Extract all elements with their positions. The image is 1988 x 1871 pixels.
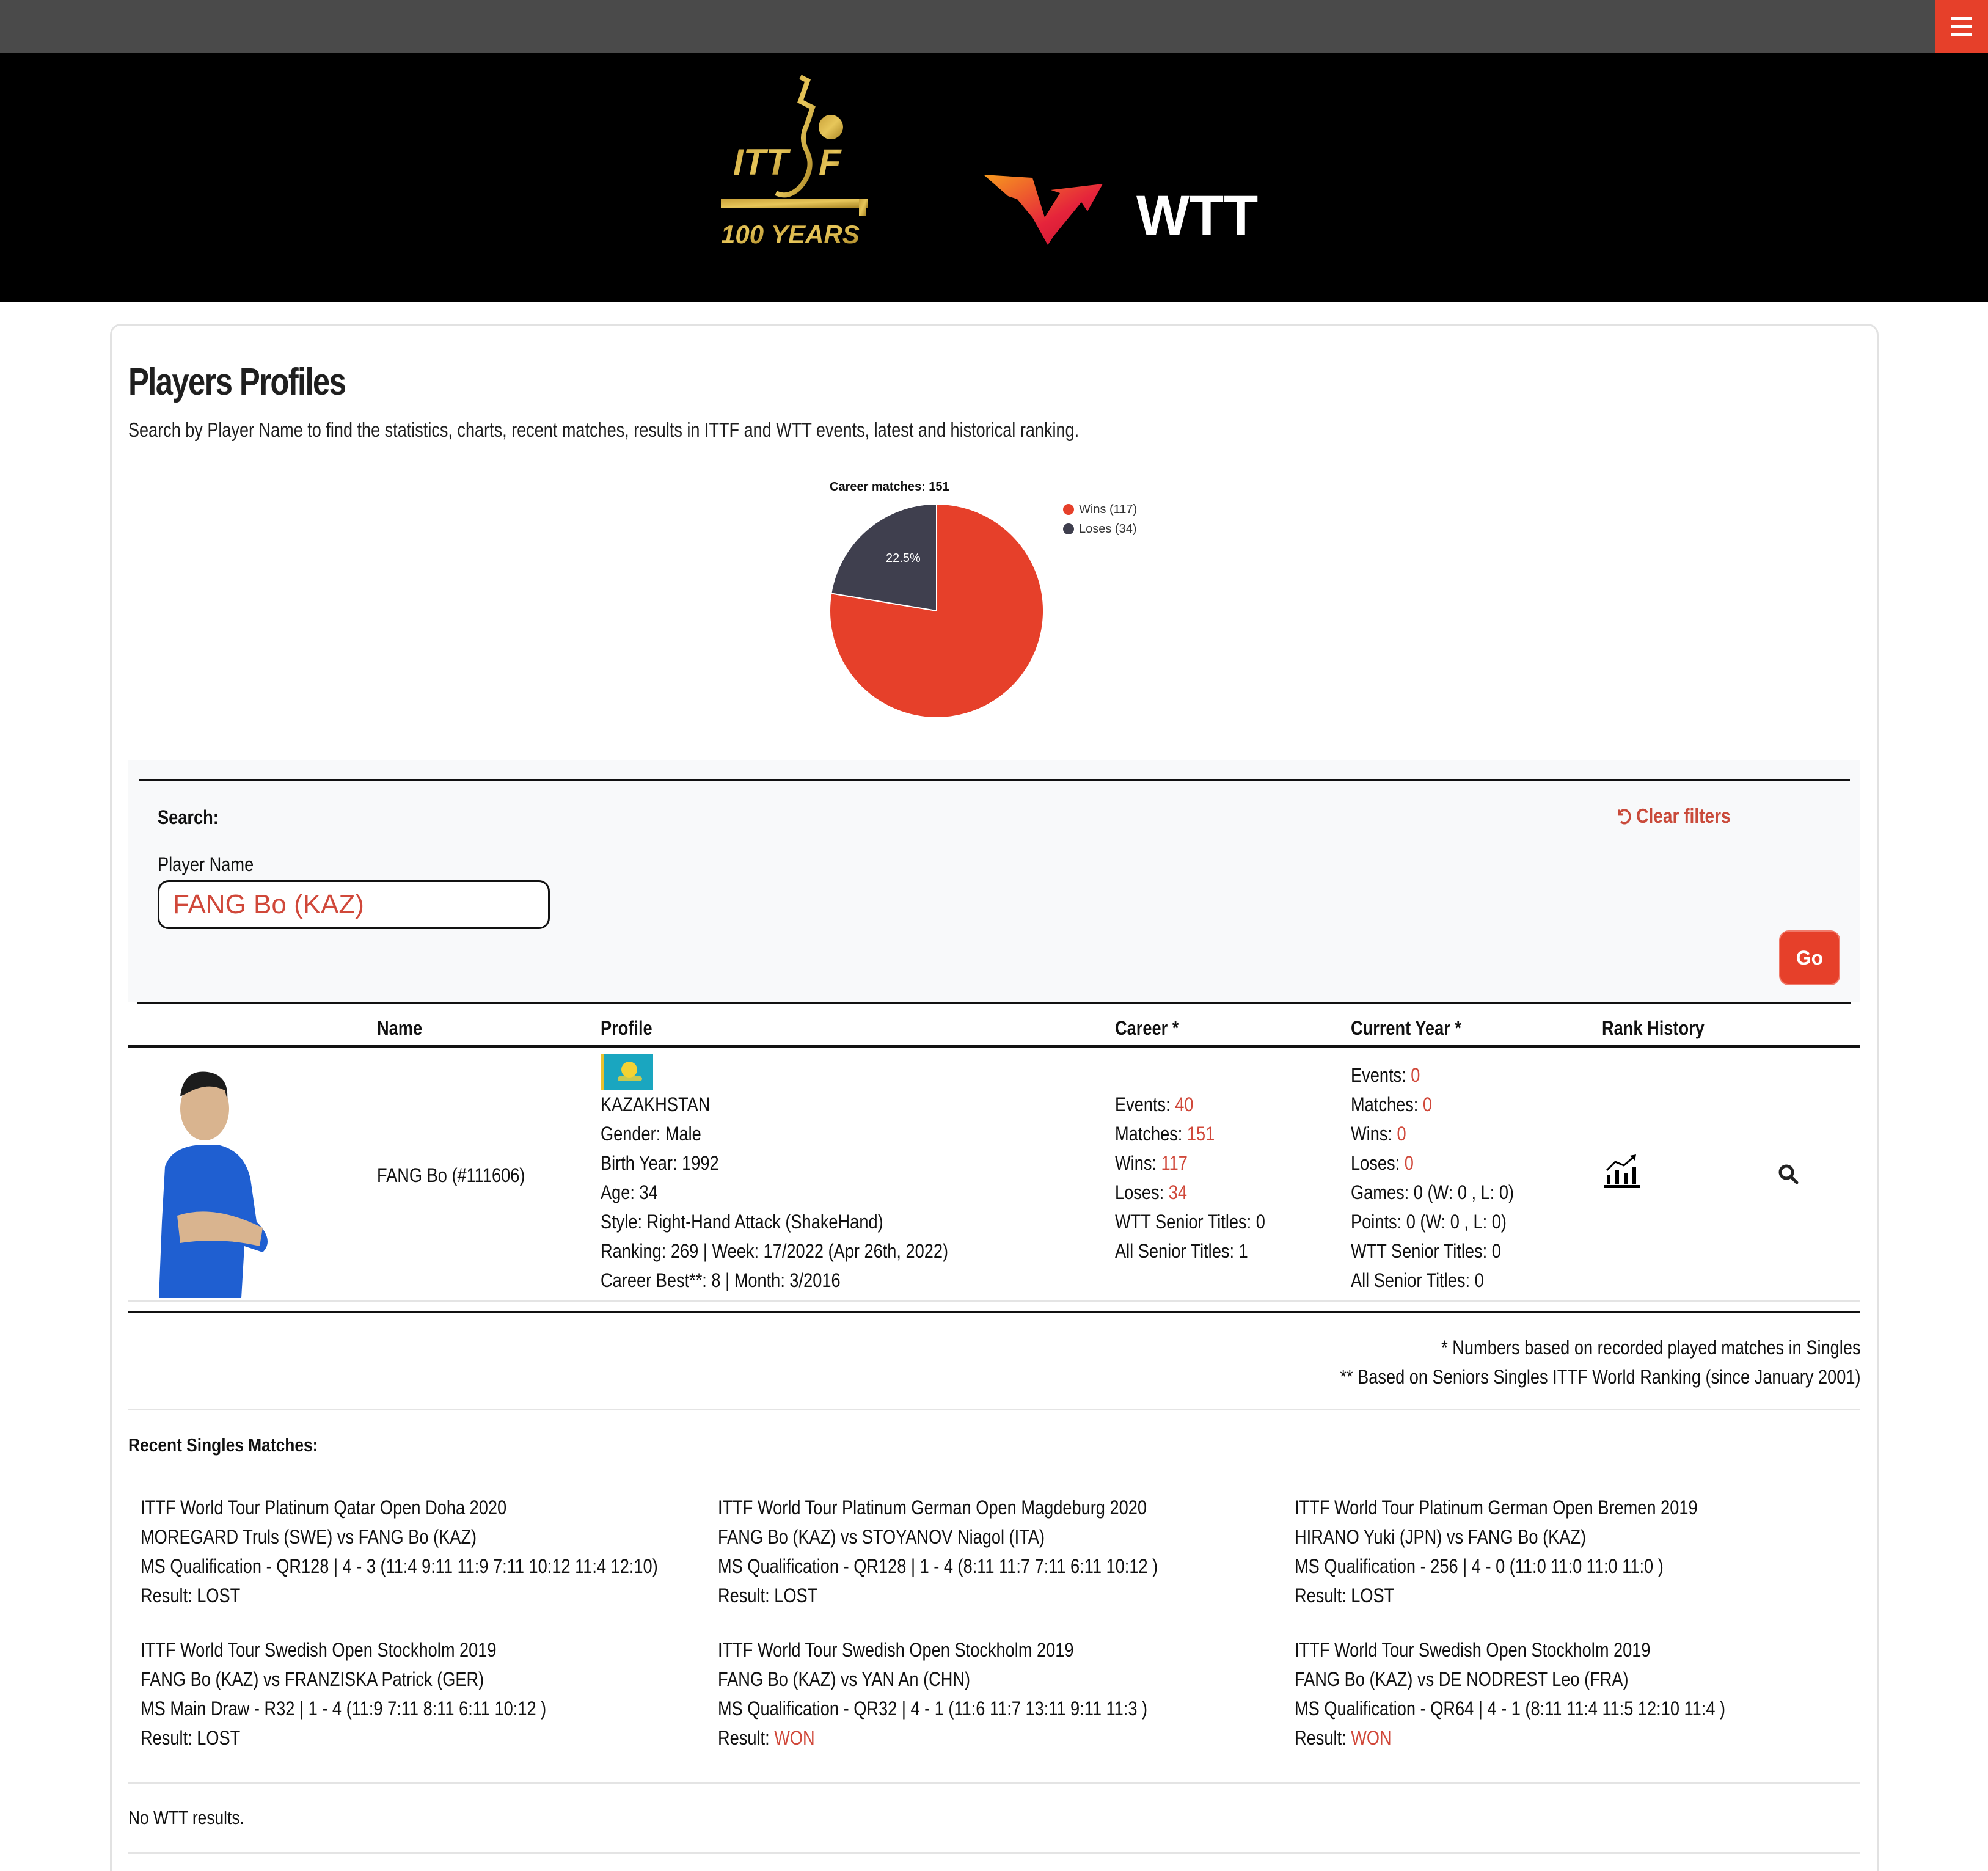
result-label: Result: (718, 1585, 775, 1607)
result-label: Result: (141, 1585, 197, 1607)
divider (128, 1782, 1860, 1784)
player-name-label: Player Name (158, 853, 254, 875)
result-value: WON (1351, 1727, 1392, 1749)
match-result (141, 1723, 546, 1752)
match-result (718, 1581, 1158, 1610)
kazakhstan-flag-icon (601, 1054, 653, 1090)
match-score: MS Qualification - QR128 | 1 - 4 (8:11 11:7 7:11 6:11 10:12 ) (718, 1555, 1158, 1577)
match-result (141, 1581, 658, 1610)
hamburger-menu-icon (1951, 17, 1972, 20)
result-label: Result: (141, 1727, 197, 1749)
chart-title: Career matches: 151 (830, 480, 949, 494)
ittf-100-years-logo[interactable] (715, 65, 874, 248)
divider (128, 1409, 1860, 1410)
match-result (1295, 1723, 1725, 1752)
chart-legend (1063, 500, 1137, 539)
undo-icon (1616, 806, 1632, 826)
search-label: Search: (158, 806, 219, 828)
match-score: MS Qualification - 256 | 4 - 0 (11:0 11:0 11:0 11:0 ) (1295, 1555, 1664, 1577)
match-event: ITTF World Tour Platinum German Open Bremen 2019 (1295, 1497, 1698, 1519)
value: 0 (1404, 1152, 1414, 1174)
col-header-name[interactable]: Name (377, 1017, 423, 1039)
current-year-stats (1351, 1060, 1514, 1295)
legend-item-wins[interactable] (1063, 500, 1137, 519)
match-event: ITTF World Tour Swedish Open Stockholm 2019 (1295, 1639, 1651, 1661)
svg-text:WTT: WTT (1136, 184, 1259, 247)
label: Loses: (1115, 1181, 1169, 1203)
match-card (718, 1493, 1158, 1610)
col-header-current-year[interactable]: Current Year * (1351, 1017, 1461, 1039)
result-value: LOST (197, 1585, 241, 1607)
pie-slice-loses[interactable] (831, 504, 937, 611)
profile-country: KAZAKHSTAN (601, 1093, 711, 1115)
player-name-input[interactable] (158, 880, 550, 929)
divider (128, 1852, 1860, 1854)
match-event: ITTF World Tour Swedish Open Stockholm 2019 (718, 1639, 1074, 1661)
player-photo (153, 1063, 281, 1298)
match-players: FANG Bo (KAZ) vs FRANZISKA Patrick (GER) (141, 1668, 484, 1690)
match-players: FANG Bo (KAZ) vs DE NODREST Leo (FRA) (1295, 1668, 1629, 1690)
result-value: LOST (774, 1585, 818, 1607)
hamburger-line (1951, 25, 1972, 28)
hamburger-line (1951, 33, 1972, 36)
svg-text:YEARS: YEARS (771, 220, 860, 248)
clear-filters-label: Clear filters (1636, 804, 1731, 827)
page-description: Search by Player Name to find the statistics, charts, recent matches, results in ITTF and WTT events, latest and historical ranking. (128, 418, 1080, 441)
col-header-profile[interactable]: Profile (601, 1017, 652, 1039)
value: 0 (1411, 1064, 1420, 1086)
match-score: MS Qualification - QR64 | 4 - 1 (8:11 11:4 11:5 12:10 11:4 ) (1295, 1698, 1726, 1720)
legend-dot-icon (1063, 504, 1074, 515)
player-profile (601, 1090, 948, 1295)
search-panel (128, 760, 1860, 1002)
cy-loses (1351, 1148, 1514, 1178)
result-value: LOST (1351, 1585, 1395, 1607)
svg-text:100: 100 (721, 220, 764, 248)
match-score: MS Qualification - QR32 | 4 - 1 (11:6 11:7 13:11 9:11 11:3 ) (718, 1698, 1148, 1720)
wtt-logo[interactable] (984, 175, 1277, 254)
cy-all-titles: All Senior Titles: 0 (1351, 1269, 1484, 1291)
legend-item-loses[interactable] (1063, 519, 1137, 539)
table-header-rule (128, 1045, 1860, 1048)
value: 117 (1161, 1152, 1188, 1174)
value: 34 (1168, 1181, 1187, 1203)
player-name[interactable]: FANG Bo (#111606) (377, 1164, 525, 1186)
col-header-rank-history[interactable]: Rank History (1602, 1017, 1705, 1039)
career-wins (1115, 1148, 1265, 1178)
profile-gender: Gender: Male (601, 1123, 701, 1145)
legend-dot-icon (1063, 523, 1074, 534)
header-banner (0, 53, 1988, 302)
flag-sun (621, 1062, 637, 1078)
career-matches (1115, 1119, 1265, 1148)
match-card (1295, 1493, 1698, 1610)
label: Events: (1115, 1093, 1175, 1115)
table-top-rule (137, 1002, 1851, 1004)
label: Matches: (1351, 1093, 1423, 1115)
hamburger-menu-button[interactable] (1935, 0, 1988, 53)
match-result (1295, 1581, 1698, 1610)
no-wtt-results: No WTT results. (128, 1807, 244, 1828)
legend-label: Wins (117) (1079, 502, 1138, 516)
match-event: ITTF World Tour Platinum German Open Magdeburg 2020 (718, 1497, 1147, 1519)
match-card (718, 1635, 1147, 1752)
result-label: Result: (1295, 1585, 1351, 1607)
label: Wins: (1351, 1123, 1397, 1145)
value: 0 (1422, 1093, 1433, 1115)
match-players: FANG Bo (KAZ) vs STOYANOV Niagol (ITA) (718, 1526, 1045, 1548)
profile-birth-year: Birth Year: 1992 (601, 1152, 719, 1174)
divider (139, 779, 1850, 781)
match-event: ITTF World Tour Swedish Open Stockholm 2019 (141, 1639, 497, 1661)
cy-games: Games: 0 (W: 0 , L: 0) (1351, 1181, 1515, 1203)
result-label: Result: (1295, 1727, 1351, 1749)
cy-events (1351, 1060, 1514, 1090)
match-players: HIRANO Yuki (JPN) vs FANG Bo (KAZ) (1295, 1526, 1587, 1548)
row-divider (128, 1300, 1860, 1302)
match-card (141, 1493, 658, 1610)
career-events (1115, 1090, 1265, 1119)
label: Matches: (1115, 1123, 1187, 1145)
flag-eagle (618, 1076, 642, 1081)
match-card (1295, 1635, 1725, 1752)
profile-age: Age: 34 (601, 1181, 658, 1203)
cy-wins (1351, 1119, 1514, 1148)
col-header-career[interactable]: Career * (1115, 1017, 1179, 1039)
match-score: MS Main Draw - R32 | 1 - 4 (11:9 7:11 8:11 6:11 10:12 ) (141, 1698, 547, 1720)
value: 151 (1186, 1123, 1215, 1145)
career-all-titles: All Senior Titles: 1 (1115, 1240, 1248, 1262)
career-wtt-titles: WTT Senior Titles: 0 (1115, 1211, 1265, 1233)
page-title: Players Profiles (128, 361, 346, 403)
career-pie-chart (794, 470, 1222, 727)
match-card (141, 1635, 546, 1752)
rank-history-chart-icon[interactable] (1602, 1153, 1640, 1191)
match-event: ITTF World Tour Platinum Qatar Open Doha 2020 (141, 1497, 507, 1519)
pie-svg (794, 470, 1222, 727)
table-bottom-rule (128, 1311, 1860, 1313)
result-value: WON (774, 1727, 815, 1749)
clear-filters-button[interactable] (1616, 804, 1731, 828)
career-stats (1115, 1090, 1265, 1266)
svg-text:F: F (819, 142, 841, 183)
career-loses (1115, 1178, 1265, 1207)
result-label: Result: (718, 1727, 775, 1749)
profile-style: Style: Right-Hand Attack (ShakeHand) (601, 1211, 883, 1233)
search-icon[interactable] (1778, 1164, 1800, 1186)
match-score: MS Qualification - QR128 | 4 - 3 (11:4 9:11 11:9 7:11 10:12 11:4 12:10) (141, 1555, 658, 1577)
cy-matches (1351, 1090, 1514, 1119)
label: Events: (1351, 1064, 1411, 1086)
cy-points: Points: 0 (W: 0 , L: 0) (1351, 1211, 1507, 1233)
match-players: MOREGARD Truls (SWE) vs FANG Bo (KAZ) (141, 1526, 477, 1548)
go-button[interactable]: Go (1779, 930, 1840, 985)
result-value: LOST (197, 1727, 241, 1749)
recent-matches-title: Recent Singles Matches: (128, 1434, 318, 1456)
value: 0 (1397, 1123, 1406, 1145)
value: 40 (1175, 1093, 1194, 1115)
top-nav-bar (0, 0, 1988, 53)
profile-ranking: Ranking: 269 | Week: 17/2022 (Apr 26th, 2022) (601, 1240, 949, 1262)
pie-label-loses: 22.5% (886, 552, 921, 565)
cy-wtt-titles: WTT Senior Titles: 0 (1351, 1240, 1501, 1262)
match-players: FANG Bo (KAZ) vs YAN An (CHN) (718, 1668, 971, 1690)
footnote-ranking: ** Based on Seniors Singles ITTF World Ranking (since January 2001) (1340, 1366, 1861, 1388)
label: Wins: (1115, 1152, 1161, 1174)
footnote-singles: * Numbers based on recorded played matches in Singles (1441, 1337, 1861, 1359)
match-result (718, 1723, 1147, 1752)
label: Loses: (1351, 1152, 1405, 1174)
legend-label: Loses (34) (1079, 522, 1137, 536)
profile-career-best: Career Best**: 8 | Month: 3/2016 (601, 1269, 841, 1291)
svg-text:ITT: ITT (733, 142, 788, 183)
